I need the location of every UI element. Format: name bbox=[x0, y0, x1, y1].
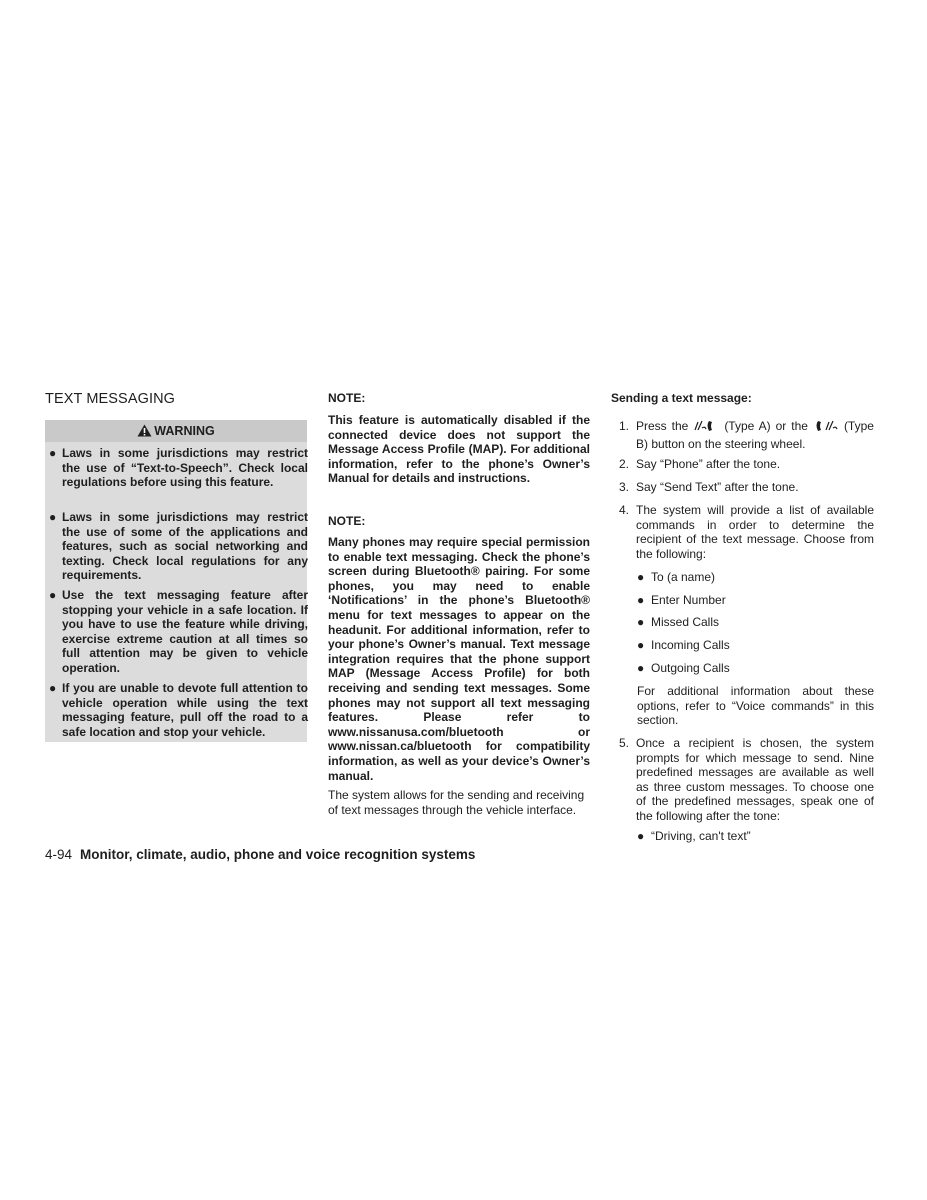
section-title: TEXT MESSAGING bbox=[45, 391, 176, 407]
note-text: This feature is automatically disabled if the connected device does not support the Message Access Profile (MAP). For additional information, refer to the phone’s Owner’s Manual for details and instructions. bbox=[328, 413, 590, 486]
step-4 bbox=[611, 503, 874, 563]
bullet-icon: ● bbox=[637, 638, 645, 652]
bullet-icon: ● bbox=[49, 681, 57, 695]
note-heading: NOTE: bbox=[328, 391, 366, 405]
step-number: 2. bbox=[618, 457, 629, 471]
step-1 bbox=[611, 419, 874, 449]
step-5 bbox=[611, 736, 874, 824]
step-number: 1. bbox=[618, 419, 629, 433]
warning-item-text: If you are unable to devote full attention to vehicle operation while using the text messaging feature, pull off the road to a safe location and stop your vehicle. bbox=[62, 681, 308, 739]
bullet-icon: ● bbox=[637, 615, 645, 629]
step-1-press: Press the bbox=[636, 419, 689, 433]
step-4-after: For additional information about these options, refer to “Voice commands” in this section. bbox=[637, 684, 874, 728]
option-text: Outgoing Calls bbox=[651, 661, 730, 675]
warning-box bbox=[45, 420, 307, 742]
phone-voice-icon-type-b bbox=[813, 419, 839, 437]
warning-item-text: Use the text messaging feature after stopping your vehicle in a safe location. If you have to use the feature while driving, exercise extreme caution at all times so full attention may be given to vehicle operation. bbox=[62, 588, 308, 675]
sending-heading: Sending a text message: bbox=[611, 391, 752, 405]
warning-item bbox=[49, 588, 308, 675]
warning-item bbox=[49, 681, 308, 739]
warning-header bbox=[45, 420, 307, 442]
step-1-type-a: (Type A) or the bbox=[724, 419, 808, 433]
step-1-type-b: (Type B) button on the steering wheel. bbox=[636, 419, 874, 451]
bullet-icon: ● bbox=[49, 446, 57, 460]
phone-voice-icon-type-a bbox=[693, 419, 719, 437]
bullet-icon: ● bbox=[637, 593, 645, 607]
warning-item bbox=[49, 446, 308, 504]
step-number: 5. bbox=[618, 736, 629, 750]
footer-title: Monitor, climate, audio, phone and voice recognition systems bbox=[80, 847, 476, 862]
option-text: “Driving, can't text” bbox=[651, 829, 751, 843]
warning-heading: WARNING bbox=[154, 424, 215, 438]
step-2 bbox=[611, 457, 874, 472]
option-text: Incoming Calls bbox=[651, 638, 730, 652]
warning-item-text: Laws in some jurisdictions may restrict the use of “Text-to-Speech”. Check local regulations before using this feature. bbox=[62, 446, 308, 490]
note-text: Many phones may require special permission to enable text messaging. Check the phone’s screen during Bluetooth® pairing. For some phones, you may need to enable ‘Notifications’ in the phone’s Bluetooth® menu for text messages to appear on the headunit. For additional information, refer to your phone’s Owner’s manual. Text message integration requires that the phone support MAP (Message Access Profile) for both receiving and sending text messages. Some phones may not support all text messaging features. Please refer to www.nissanusa.com/bluetooth or www.nissan.ca/bluetooth for compatibility information, as well as your device’s Owner’s manual. bbox=[328, 535, 590, 783]
step-number: 4. bbox=[618, 503, 629, 517]
page-number: 4-94 bbox=[45, 847, 73, 862]
step-number: 3. bbox=[618, 480, 629, 494]
bullet-icon: ● bbox=[637, 829, 645, 843]
option-text: To (a name) bbox=[651, 570, 716, 584]
step-3 bbox=[611, 480, 874, 495]
intro-text: The system allows for the sending and receiving of text messages through the vehicle interface. bbox=[328, 788, 585, 817]
warning-triangle-icon bbox=[137, 422, 152, 444]
warning-item bbox=[49, 510, 308, 583]
step-text: Say “Phone” after the tone. bbox=[636, 457, 781, 471]
option-text: Enter Number bbox=[651, 593, 726, 607]
bullet-icon: ● bbox=[49, 588, 57, 602]
page-footer bbox=[45, 847, 475, 862]
warning-item-text: Laws in some jurisdictions may restrict the use of some of the applications and features, such as social networking and texting. Check local regulations for any requirements. bbox=[62, 510, 308, 583]
option-text: Missed Calls bbox=[651, 615, 720, 629]
step-text: Once a recipient is chosen, the system prompts for which message to send. Nine predefined messages are available as well as three custom messages. To choose one of the predefined messages, speak one of the following after the tone: bbox=[636, 736, 874, 823]
step-text: The system will provide a list of available commands in order to determine the recipient of the text message. Choose from the following: bbox=[636, 503, 874, 561]
bullet-icon: ● bbox=[637, 570, 645, 584]
step-text: Say “Send Text” after the tone. bbox=[636, 480, 799, 494]
bullet-icon: ● bbox=[637, 661, 645, 675]
bullet-icon: ● bbox=[49, 510, 57, 524]
note-heading: NOTE: bbox=[328, 514, 366, 528]
